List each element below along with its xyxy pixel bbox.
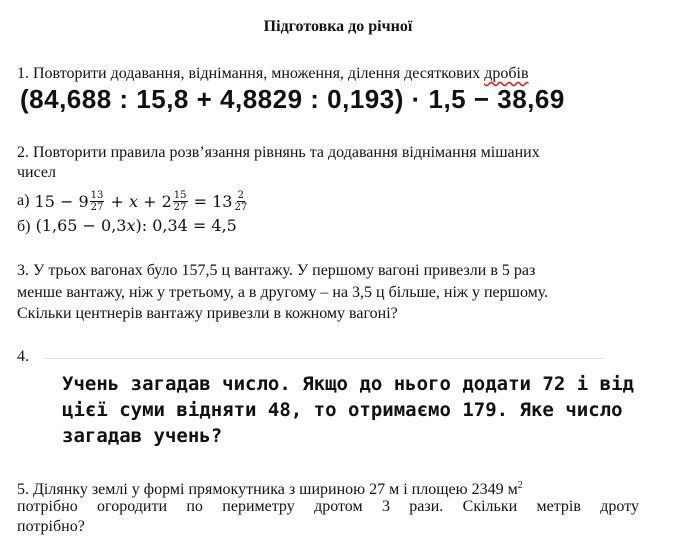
task5-line2: потрібно огородити по периметру дротом 3 рази. Скільки метрів дроту: [17, 498, 639, 515]
task4-image-top-edge: [44, 358, 604, 359]
task1-text: [17, 62, 529, 85]
task2-line2: чисел: [17, 164, 56, 181]
eq-a-fraction-1: [90, 190, 105, 213]
eq-b-part2: ): 0,34 = 4,5: [135, 216, 237, 235]
eq-a-part3: + 2: [143, 191, 172, 211]
task3-line2: менше вантажу, ніж у третьому, а в другому – на 3,5 ц більше, ніж у першому.: [17, 284, 549, 301]
task4-line1: Учень загадав число. Якщо до нього додати 72 і від: [62, 373, 634, 395]
page-title: Підготовка до річної: [263, 18, 413, 35]
task1-text-underlined: дробів: [484, 65, 529, 82]
task1-text-main: 1. Повторити додавання, віднімання, множення, ділення десяткових: [17, 65, 485, 82]
task4-number: 4.: [17, 348, 29, 365]
eq-b-part1: (1,65 − 0,3: [35, 216, 127, 235]
task5-line3: потрібно?: [17, 518, 85, 535]
fraction-numerator: 13: [90, 189, 104, 201]
eq-a-fraction-3: [233, 190, 248, 213]
task2-equation-b: [17, 215, 237, 238]
task5-line1-text: 5. Ділянку землі у формі прямокутника з шириною 27 м і площею 2349 м: [17, 481, 518, 498]
eq-a-label: а): [17, 192, 30, 209]
eq-a-fraction-2: [173, 190, 188, 213]
eq-a-variable: x: [128, 191, 139, 211]
eq-b-label: б): [17, 218, 31, 235]
task4-line2: цієї суми відняти 48, то отримаємо 179. Яке число: [62, 399, 623, 421]
fraction-denominator: 27: [90, 201, 104, 213]
eq-b-variable: x: [126, 216, 136, 235]
eq-a-part4: = 13: [193, 191, 233, 211]
task5-superscript: 2: [517, 480, 523, 491]
fraction-numerator: 2: [237, 189, 245, 201]
fraction-denominator: 27: [173, 201, 187, 213]
eq-a-part2: +: [110, 191, 124, 211]
task2-line1: 2. Повторити правила розв’язання рівнянь та додавання віднімання мішаних: [17, 144, 540, 161]
eq-a-part1: 15 − 9: [34, 191, 89, 211]
task3-line3: Скільки центнерів вантажу привезли в кожному вагоні?: [17, 305, 398, 322]
task4-line3: загадав учень?: [62, 425, 223, 447]
task1-expression: (84,688 : 15,8 + 4,8829 : 0,193) · 1,5 − 38,69: [20, 84, 565, 114]
fraction-numerator: 15: [173, 189, 187, 201]
fraction-denominator: 27: [234, 201, 248, 213]
task2-equation-a: [17, 184, 249, 218]
task3-line1: 3. У трьох вагонах було 157,5 ц вантажу. У першому вагоні привезли в 5 раз: [17, 262, 536, 279]
